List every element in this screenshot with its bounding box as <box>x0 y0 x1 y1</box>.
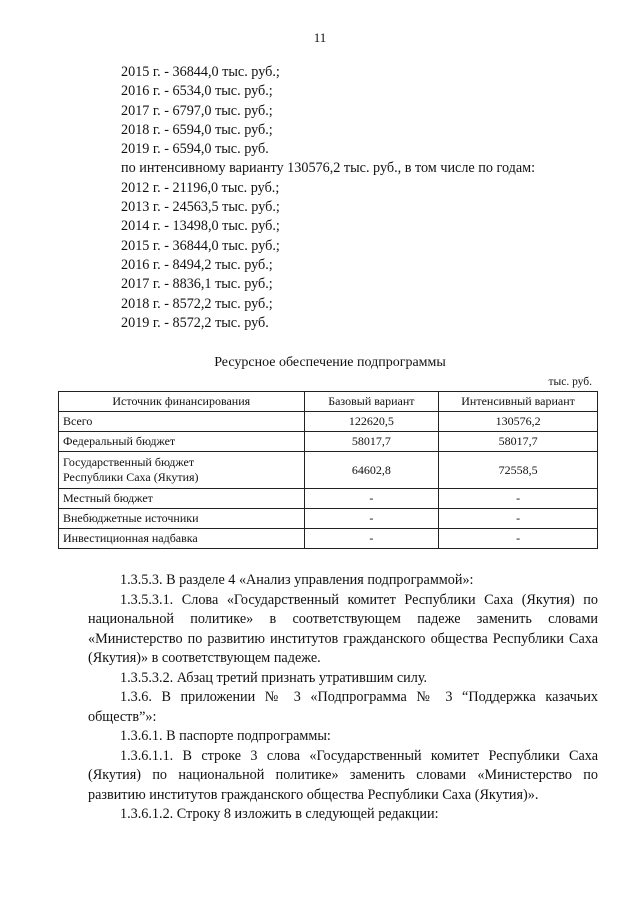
paragraph: 1.3.5.3.2. Абзац третий признать утратившим силу. <box>120 669 428 686</box>
paragraph: 1.3.5.3.1. Слова «Государственный комитет Республики Саха (Якутия) по национальной политике» в соответствующем падеже заменить словами «Министерство по развитию институтов гражданского общества Республики Саха (Якутия)» в соответствующем падеже. <box>88 591 598 666</box>
table-row <box>59 509 598 529</box>
intensive-intro: по интенсивному варианту 130576,2 тыс. руб., в том числе по годам: <box>121 160 536 177</box>
table-row <box>59 452 598 489</box>
cell-intensive: 58017,7 <box>439 432 598 452</box>
year-line: 2017 г. - 6797,0 тыс. руб.; <box>121 102 273 119</box>
page-number: 11 <box>313 30 327 45</box>
table-row <box>59 432 598 452</box>
year-line: 2012 г. - 21196,0 тыс. руб.; <box>121 179 280 196</box>
cell-base: - <box>304 509 439 529</box>
table-header-row <box>59 392 598 412</box>
year-line: 2015 г. - 36844,0 тыс. руб.; <box>121 237 280 254</box>
header-base: Базовый вариант <box>304 392 439 412</box>
resource-table <box>58 391 598 549</box>
paragraph: 1.3.6.1. В паспорте подпрограммы: <box>120 728 331 744</box>
table-row <box>59 489 598 509</box>
year-line: 2015 г. - 36844,0 тыс. руб.; <box>121 64 280 80</box>
table-row <box>59 529 598 549</box>
paragraph: 1.3.6.1.2. Строку 8 изложить в следующей редакции: <box>120 806 439 822</box>
cell-source-line: Государственный бюджет <box>63 455 195 469</box>
cell-base: - <box>304 489 439 509</box>
year-line: 2016 г. - 8494,2 тыс. руб.; <box>121 256 273 273</box>
year-line: 2014 г. - 13498,0 тыс. руб.; <box>121 218 280 235</box>
paragraph: 1.3.6. В приложении № 3 «Подпрограмма № 3 “Поддержка казачьих обществ”»: <box>88 689 598 725</box>
cell-source: Внебюджетные источники <box>59 509 305 529</box>
year-line: 2017 г. - 8836,1 тыс. руб.; <box>121 276 273 293</box>
cell-source <box>59 452 305 489</box>
table-unit: тыс. руб. <box>548 376 592 388</box>
cell-base: 122620,5 <box>304 412 439 432</box>
cell-intensive: - <box>439 509 598 529</box>
cell-base: - <box>304 529 439 549</box>
year-line: 2019 г. - 6594,0 тыс. руб. <box>121 141 269 158</box>
table-title: Ресурсное обеспечение подпрограммы <box>214 355 446 370</box>
header-source: Источник финансирования <box>59 392 305 412</box>
cell-base: 58017,7 <box>304 432 439 452</box>
cell-source: Федеральный бюджет <box>59 432 305 452</box>
cell-source: Всего <box>59 412 305 432</box>
paragraph: 1.3.6.1.1. В строке 3 слова «Государственный комитет Республики Саха (Якутия) по национальной политике» заменить словами «Министерство по развитию институтов гражданского общества Республики Саха (Якутия)». <box>88 747 598 803</box>
cell-intensive: 72558,5 <box>439 452 598 489</box>
year-line: 2013 г. - 24563,5 тыс. руб.; <box>121 199 280 216</box>
cell-intensive: 130576,2 <box>439 412 598 432</box>
year-line: 2019 г. - 8572,2 тыс. руб. <box>121 314 269 331</box>
year-line: 2018 г. - 8572,2 тыс. руб.; <box>121 295 273 312</box>
cell-intensive: - <box>439 529 598 549</box>
cell-source-line: Республики Саха (Якутия) <box>63 470 199 484</box>
cell-base: 64602,8 <box>304 452 439 489</box>
funding-by-year <box>121 63 535 333</box>
table-row <box>59 412 598 432</box>
year-line: 2018 г. - 6594,0 тыс. руб.; <box>121 121 273 138</box>
paragraph: 1.3.5.3. В разделе 4 «Анализ управления подпрограммой»: <box>120 572 474 588</box>
header-intensive: Интенсивный вариант <box>439 392 598 412</box>
cell-source: Инвестиционная надбавка <box>59 529 305 549</box>
cell-source: Местный бюджет <box>59 489 305 509</box>
year-line: 2016 г. - 6534,0 тыс. руб.; <box>121 83 273 100</box>
body-text <box>88 571 598 825</box>
cell-intensive: - <box>439 489 598 509</box>
